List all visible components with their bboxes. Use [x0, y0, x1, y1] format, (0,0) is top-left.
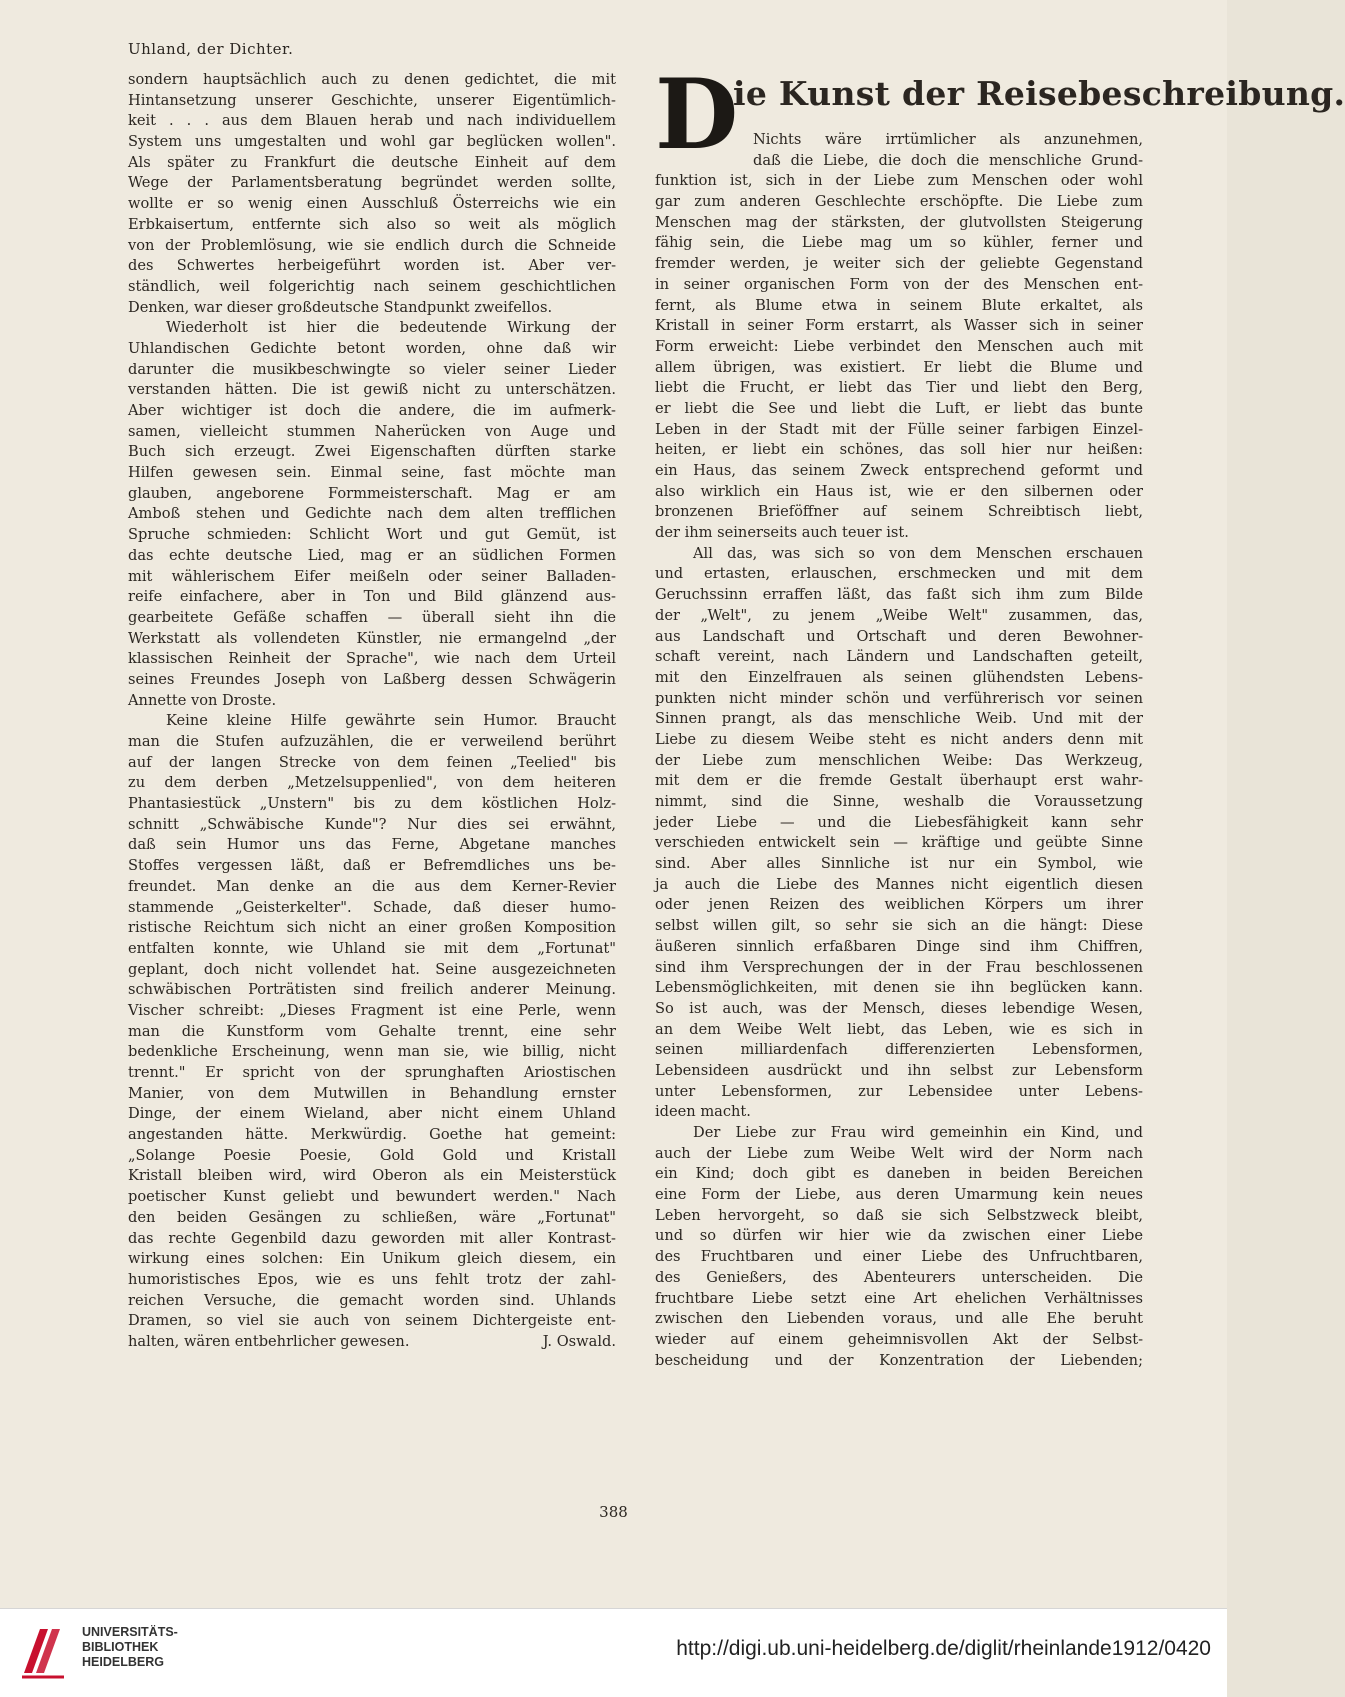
- text-line: Sinnen prangt, als das menschliche Weib. Und mit der: [655, 710, 1143, 728]
- text-line: der „Welt", zu jenem „Weibe Welt" zusammen, das,: [655, 606, 1143, 624]
- text-line: das rechte Gegenbild dazu geworden mit aller Kontrast-: [128, 1229, 616, 1247]
- text-line: und so dürfen wir hier wie da zwischen einer Liebe: [655, 1227, 1143, 1245]
- text-line: humoristisches Epos, wie es uns fehlt trotz der zahl-: [128, 1270, 616, 1288]
- text-line: Form erweicht: Liebe verbindet den Menschen auch mit: [655, 337, 1143, 355]
- text-line: funktion ist, sich in der Liebe zum Menschen oder wohl: [655, 172, 1143, 190]
- text-line: „Solange Poesie Poesie, Gold Gold und Kristall: [128, 1146, 616, 1164]
- page-number: 388: [599, 1503, 628, 1521]
- text-line: Geruchssinn erraffen läßt, das faßt sich ihm zum Bilde: [655, 586, 1143, 604]
- text-line: Stoffes vergessen läßt, daß er Befremdliches uns be-: [128, 857, 616, 875]
- text-line: gearbeitete Gefäße schaffen — überall sieht ihn die: [128, 608, 616, 626]
- text-line: Lebensideen ausdrückt und ihn selbst zur Lebensform: [655, 1061, 1143, 1079]
- text-line: ein Haus, das seinem Zweck entsprechend geformt und: [655, 462, 1143, 479]
- text-line: poetischer Kunst geliebt und bewundert werden." Nach: [128, 1188, 616, 1206]
- text-line: ein Kind; doch gibt es daneben in beiden Bereichen: [655, 1165, 1143, 1183]
- text-line: auf der langen Strecke von dem feinen „Teelied" bis: [128, 753, 616, 771]
- text-line: an dem Weibe Welt liebt, das Leben, wie es sich in: [655, 1020, 1143, 1038]
- text-line: darunter die musikbeschwingte so vieler seiner Lieder: [128, 360, 616, 378]
- text-line: Leben hervorgeht, so daß sie sich Selbstzweck bleibt,: [655, 1206, 1143, 1224]
- text-line: Lebensmöglichkeiten, mit denen sie ihn beglücken kann.: [655, 979, 1143, 997]
- text-line: schwäbischen Porträtisten sind freilich anderer Meinung.: [128, 981, 616, 999]
- drop-cap: D: [655, 58, 739, 171]
- library-name-line-2: BIBLIOTHEK: [82, 1640, 159, 1654]
- text-line: Der Liebe zur Frau wird gemeinhin ein Kind, und: [693, 1124, 1143, 1141]
- text-line: mit wählerischem Eifer meißeln oder seiner Balladen-: [128, 567, 616, 585]
- text-line: wirkung eines solchen: Ein Unikum gleich diesem, ein: [128, 1250, 616, 1268]
- text-line: sind ihm Versprechungen der in der Frau beschlossenen: [655, 958, 1143, 976]
- text-line: fremder werden, je weiter sich der geliebte Gegenstand: [655, 255, 1143, 273]
- text-line: fernt, als Blume etwa in seinem Blute erkaltet, als: [655, 296, 1143, 314]
- text-line: Dinge, der einem Wieland, aber nicht einem Uhland: [128, 1105, 616, 1123]
- text-line: Leben in der Stadt mit der Fülle seiner farbigen Einzel-: [655, 420, 1143, 438]
- text-line: fruchtbare Liebe setzt eine Art ehelichen Verhältnisses: [655, 1289, 1143, 1307]
- article-title-text: ie Kunst der Reisebeschreibung.: [733, 74, 1345, 113]
- text-line: ristische Reichtum sich nicht an einer großen Komposition: [128, 919, 616, 937]
- text-line: ja auch die Liebe des Mannes nicht eigentlich diesen: [655, 875, 1143, 893]
- text-line: Hilfen gewesen sein. Einmal seine, fast möchte man: [128, 464, 616, 482]
- text-line: Liebe zu diesem Weibe steht es nicht anders denn mit: [655, 730, 1143, 748]
- text-line: wieder auf einem geheimnisvollen Akt der Selbst-: [655, 1330, 1143, 1348]
- text-line: keit . . . aus dem Blauen herab und nach individuellem: [128, 112, 616, 130]
- text-line: liebt die Frucht, er liebt das Tier und liebt den Berg,: [655, 379, 1143, 397]
- text-line: freundet. Man denke an die aus dem Kerner-Revier: [128, 877, 616, 895]
- text-line: Amboß stehen und Gedichte nach dem alten trefflichen: [128, 505, 616, 523]
- text-line: reichen Versuche, die gemacht worden sind. Uhlands: [128, 1291, 616, 1309]
- text-line: System uns umgestalten und wohl gar beglücken wollen".: [128, 133, 616, 151]
- text-line: seinen milliardenfach differenzierten Lebensformen,: [655, 1041, 1143, 1059]
- text-line: unter Lebensformen, zur Lebensidee unter Lebens-: [655, 1082, 1143, 1100]
- text-line: eine Form der Liebe, aus deren Umarmung kein neues: [655, 1186, 1143, 1204]
- text-line: Aber wichtiger ist doch die andere, die im aufmerk-: [128, 402, 616, 419]
- text-line: daß sein Humor uns das Ferne, Abgetane manches: [128, 836, 616, 854]
- text-line: entfalten konnte, wie Uhland sie mit dem „Fortunat": [128, 939, 616, 957]
- closing-line: [128, 1332, 616, 1353]
- text-line: Erbkaisertum, entfernte sich also so weit als möglich: [128, 215, 616, 233]
- text-line: angestanden hätte. Merkwürdig. Goethe hat gemeint:: [128, 1126, 616, 1144]
- text-line: punkten nicht minder schön und verführerisch vor seinen: [655, 689, 1143, 707]
- author-signature: J. Oswald.: [542, 1332, 616, 1350]
- text-line: Spruche schmieden: Schlicht Wort und gut Gemüt, ist: [128, 526, 616, 544]
- text-line: schnitt „Schwäbische Kunde"? Nur dies sei erwähnt,: [128, 815, 616, 833]
- text-line: Manier, von dem Mutwillen in Behandlung ernster: [128, 1084, 616, 1102]
- running-head: Uhland, der Dichter.: [128, 40, 294, 58]
- text-line: verstanden hätten. Die ist gewiß nicht zu unterschätzen.: [128, 381, 616, 399]
- text-line: Vischer schreibt: „Dieses Fragment ist eine Perle, wenn: [128, 1001, 616, 1019]
- text-line: äußeren sinnlich erfaßbaren Dinge sind ihm Chiffren,: [655, 937, 1143, 955]
- text-line: Annette von Droste.: [128, 691, 277, 709]
- text-line: nimmt, sind die Sinne, weshalb die Voraussetzung: [655, 793, 1143, 810]
- text-line: man die Stufen aufzuzählen, die er verweilend berührt: [128, 733, 616, 750]
- text-line: auch der Liebe zum Weibe Welt wird der Norm nach: [655, 1144, 1143, 1162]
- text-line: Buch sich erzeugt. Zwei Eigenschaften dürften starke: [128, 443, 616, 461]
- text-line: der Liebe zum menschlichen Weibe: Das Werkzeug,: [655, 751, 1143, 769]
- text-line: Als später zu Frankfurt die deutsche Einheit auf dem: [128, 153, 616, 171]
- text-line: mit den Einzelfrauen als seinen glühendsten Lebens-: [655, 668, 1143, 686]
- text-line: der ihm seinerseits auch teuer ist.: [655, 524, 909, 542]
- text-line: des Fruchtbaren und einer Liebe des Unfruchtbaren,: [655, 1248, 1143, 1266]
- text-line: Hintansetzung unserer Geschichte, unserer Eigentümlich-: [128, 91, 616, 109]
- text-line: jeder Liebe — und die Liebesfähigkeit kann sehr: [655, 813, 1143, 831]
- text-line: Kristall in seiner Form erstarrt, als Wasser sich in seiner: [655, 317, 1143, 335]
- text-line: wollte er so wenig einen Ausschluß Österreichs wie ein: [128, 195, 616, 213]
- text-line: schaft vereint, nach Ländern und Landschaften geteilt,: [655, 648, 1143, 666]
- text-line: selbst willen gilt, so sehr sie sich an die hängt: Diese: [655, 917, 1143, 935]
- text-line: sondern hauptsächlich auch zu denen gedichtet, die mit: [128, 71, 616, 88]
- text-line: glauben, angeborene Formmeisterschaft. Mag er am: [128, 484, 616, 502]
- right-column: [655, 58, 1345, 1371]
- text-line: oder jenen Reizen des weiblichen Körpers um ihrer: [655, 896, 1143, 914]
- text-line: klassischen Reinheit der Sprache", wie nach dem Urteil: [128, 650, 616, 668]
- text-line: Phantasiestück „Unstern" bis zu dem köstlichen Holz-: [128, 795, 616, 813]
- text-line: des Genießers, des Abenteurers unterscheiden. Die: [655, 1268, 1143, 1286]
- text-line: den beiden Gesängen zu schließen, wäre „Fortunat": [128, 1208, 616, 1226]
- text-line: trennt." Er spricht von der sprunghaften Ariostischen: [128, 1064, 616, 1081]
- text-line: Uhlandischen Gedichte betont worden, ohne daß wir: [128, 339, 616, 357]
- text-line: Wege der Parlamentsberatung begründet werden sollte,: [128, 174, 616, 192]
- text-line: und ertasten, erlauschen, erschmecken und mit dem: [655, 565, 1143, 583]
- text-line: So ist auch, was der Mensch, dieses lebendige Wesen,: [655, 999, 1143, 1017]
- text-line: fähig sein, die Liebe mag um so kühler, ferner und: [655, 234, 1143, 252]
- text-line: All das, was sich so von dem Menschen erschauen: [693, 544, 1143, 562]
- text-line: gar zum anderen Geschlechte erschöpfte. Die Liebe zum: [655, 193, 1143, 211]
- text-line: stammende „Geisterkelter". Schade, daß dieser humo-: [128, 898, 616, 916]
- source-url-link[interactable]: http://digi.ub.uni-heidelberg.de/diglit/rheinlande1912/0420: [676, 1637, 1211, 1660]
- text-line: Nichts wäre irrtümlicher als anzunehmen,: [753, 131, 1143, 148]
- text-line: Dramen, so viel sie auch von seinem Dichtergeiste ent-: [128, 1312, 616, 1330]
- text-line: geplant, doch nicht vollendet hat. Seine ausgezeichneten: [128, 960, 616, 978]
- text-line: bronzenen Brieföffner auf seinem Schreibtisch liebt,: [655, 503, 1143, 521]
- text-line: von der Problemlösung, wie sie endlich durch die Schneide: [128, 236, 616, 254]
- text-line: Menschen mag der stärksten, der glutvollsten Steigerung: [655, 213, 1143, 231]
- text-line: er liebt die See und liebt die Luft, er liebt das bunte: [655, 399, 1143, 417]
- text-line: heiten, er liebt ein schönes, das soll hier nur heißen:: [655, 441, 1143, 459]
- text-line: sind. Aber alles Sinnliche ist nur ein Symbol, wie: [655, 855, 1143, 873]
- library-name: [82, 1625, 178, 1670]
- text-line: allem übrigen, was existiert. Er liebt die Blume und: [655, 358, 1143, 376]
- text-line: bedenkliche Erscheinung, wenn man sie, wie billig, nicht: [128, 1043, 616, 1061]
- text-line: aus Landschaft und Ortschaft und deren Bewohner-: [655, 627, 1143, 645]
- digitization-footer: [0, 1608, 1227, 1697]
- text-line: in seiner organischen Form von der des Menschen ent-: [655, 275, 1143, 293]
- text-line: Kristall bleiben wird, wird Oberon als ein Meisterstück: [128, 1167, 616, 1185]
- text-line: bescheidung und der Konzentration der Liebenden;: [655, 1351, 1143, 1369]
- library-name-line-3: HEIDELBERG: [82, 1655, 164, 1669]
- text-line: reife einfachere, aber in Ton und Bild glänzend aus-: [128, 588, 616, 606]
- library-name-line-1: UNIVERSITÄTS-: [82, 1625, 178, 1639]
- text-line: zwischen den Liebenden voraus, und alle Ehe beruht: [655, 1310, 1143, 1328]
- left-column: [128, 70, 616, 1353]
- text-line: Wiederholt ist hier die bedeutende Wirkung der: [166, 319, 616, 337]
- text-line: ständlich, weil folgerichtig nach seinem geschichtlichen: [128, 277, 616, 295]
- university-library-logo-icon: [18, 1621, 68, 1681]
- text-line: verschieden entwickelt sein — kräftige und geübte Sinne: [655, 834, 1143, 852]
- text-line: also wirklich ein Haus ist, wie er den silbernen oder: [655, 482, 1143, 500]
- text-line: man die Kunstform vom Gehalte trennt, eine sehr: [128, 1022, 616, 1040]
- text-line: das echte deutsche Lied, mag er an südlichen Formen: [128, 546, 616, 564]
- text-line: zu dem derben „Metzelsuppenlied", von dem heiteren: [128, 774, 616, 792]
- closing-text: halten, wären entbehrlicher gewesen.: [128, 1332, 410, 1350]
- text-line: ideen macht.: [655, 1103, 751, 1121]
- text-line: des Schwertes herbeigeführt worden ist. Aber ver-: [128, 257, 616, 275]
- text-line: Keine kleine Hilfe gewährte sein Humor. Braucht: [166, 712, 616, 730]
- text-line: Werkstatt als vollendeten Künstler, nie ermangelnd „der: [128, 629, 616, 647]
- text-line: mit dem er die fremde Gestalt überhaupt erst wahr-: [655, 772, 1143, 790]
- text-line: seines Freundes Joseph von Laßberg dessen Schwägerin: [128, 670, 616, 688]
- text-line: Denken, war dieser großdeutsche Standpunkt zweifellos.: [128, 298, 553, 316]
- right-column-body: [655, 130, 1143, 1371]
- text-line: daß die Liebe, die doch die menschliche Grund-: [753, 151, 1143, 169]
- text-line: samen, vielleicht stummen Naherücken von Auge und: [128, 422, 616, 440]
